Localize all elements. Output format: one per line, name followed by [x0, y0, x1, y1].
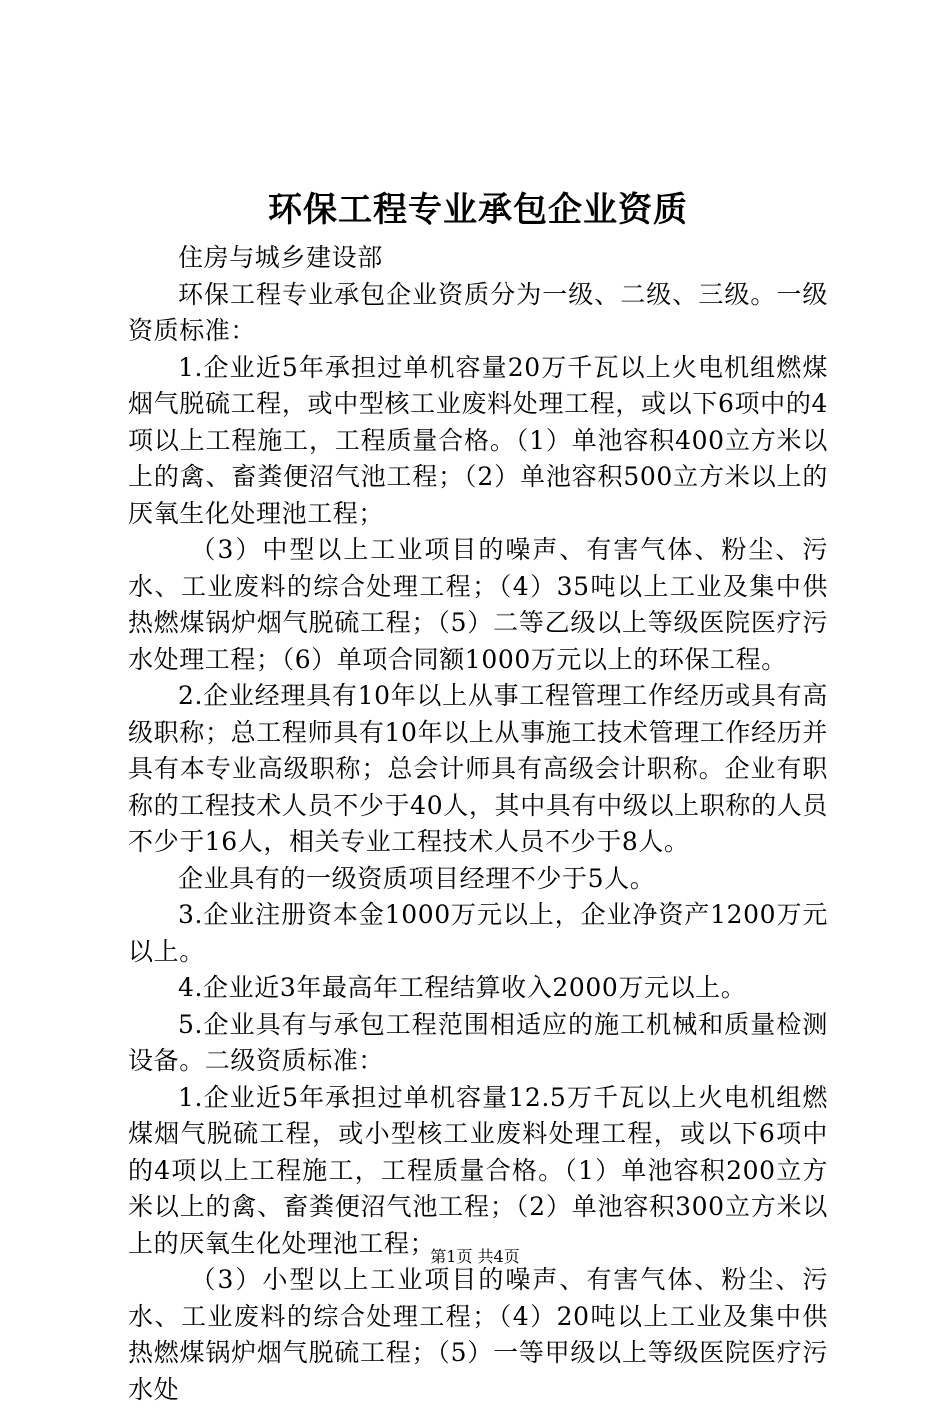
paragraph-intro: 环保工程专业承包企业资质分为一级、二级、三级。一级资质标准：: [128, 279, 828, 345]
paragraph-level1-item2: 2.企业经理具有10年以上从事工程管理工作经历或具有高级职称；总工程师具有10年以上从事施工技术管理工作经历并具有本专业高级职称；总会计师具有高级会计职称。企业有职称的工程技术人员不少于40人，其中具有中级以上职称的人员不少于16人，相关专业工程技术人员不少于8人。: [128, 681, 828, 856]
paragraph-level1-item4: 4.企业近3年最高年工程结算收入2000万元以上。: [178, 973, 747, 1002]
paragraph-level2-item1-continued: （3）小型以上工业项目的噪声、有害气体、粉尘、污水、工业废料的综合处理工程；（4）20吨以上工业及集中供热燃煤锅炉烟气脱硫工程；（5）一等甲级以上等级医院医疗污水处: [128, 1265, 828, 1404]
document-title: 环保工程专业承包企业资质: [268, 190, 688, 230]
document-body: [128, 240, 828, 1408]
paragraph-level2-item1: 1.企业近5年承担过单机容量12.5万千瓦以上火电机组燃煤烟气脱硫工程，或小型核工业废料处理工程，或以下6项中的4项以上工程施工，工程质量合格。（1）单池容积200立方米以上的禽、畜粪便沼气池工程；（2）单池容积300立方米以上的厌氧生化处理池工程；: [128, 1082, 828, 1258]
paragraph-level1-item1-continued: （3）中型以上工业项目的噪声、有害气体、粉尘、污水、工业废料的综合处理工程；（4）35吨以上工业及集中供热燃煤锅炉烟气脱硫工程；（5）二等乙级以上等级医院医疗污水处理工程；（6）单项合同额1000万元以上的环保工程。: [128, 535, 828, 674]
document-page: [128, 180, 828, 1408]
page-footer: [0, 1246, 950, 1268]
paragraph-level1-item1: 1.企业近5年承担过单机容量20万千瓦以上火电机组燃煤烟气脱硫工程，或中型核工业废料处理工程，或以下6项中的4项以上工程施工，工程质量合格。（1）单池容积400立方米以上的禽、畜粪便沼气池工程；（2）单池容积500立方米以上的厌氧生化处理池工程；: [128, 352, 828, 528]
paragraph-issuer: 住房与城乡建设部: [178, 243, 383, 272]
paragraph-level1-project-managers: 企业具有的一级资质项目经理不少于5人。: [178, 863, 656, 893]
paragraph-level1-item5: 5.企业具有与承包工程范围相适应的施工机械和质量检测设备。二级资质标准：: [128, 1009, 828, 1075]
paragraph-level1-item3: 3.企业注册资本金1000万元以上，企业净资产1200万元以上。: [128, 900, 828, 966]
page-indicator: 第1页 共4页: [430, 1247, 520, 1266]
